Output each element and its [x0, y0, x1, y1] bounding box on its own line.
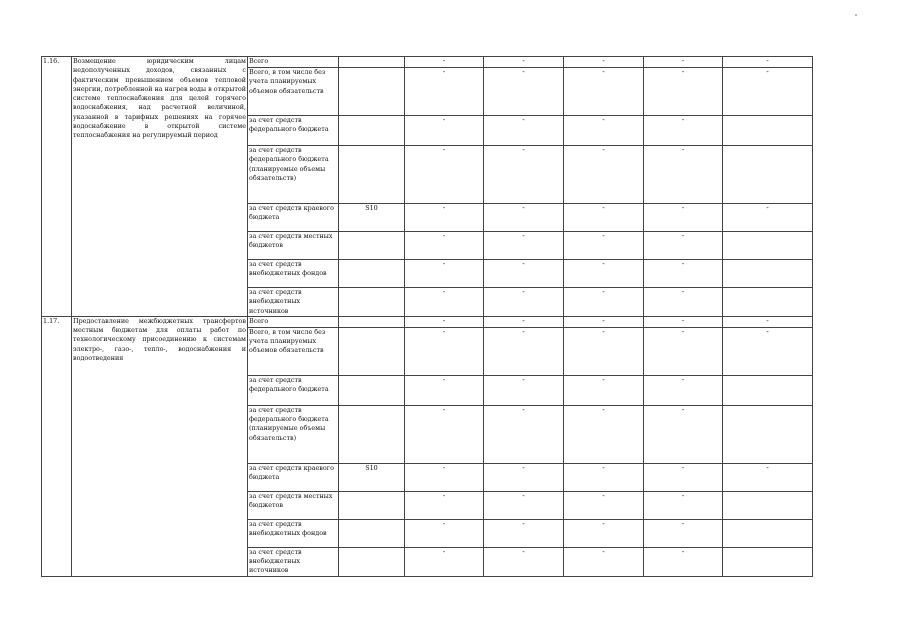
item-description: Возмещение юридическим лицам недополученных доходов, связанных с фактическим превышением объемов тепловой энергии, потребленной на нагрев воды в открытой системе теплоснабжения для целей горячего водоснабжения, над расчетной величиной, указанной в тарифных решениях на горячее водоснабжение в открытой системе теплоснабжения на регулируемый период — [72, 57, 248, 317]
budget-code: S10 — [339, 463, 405, 491]
value-cell — [405, 116, 484, 146]
value-text: - — [602, 260, 605, 268]
value-text: - — [442, 57, 446, 65]
table-body — [42, 57, 813, 577]
funding-source-label: за счет средств краевого бюджета — [248, 463, 339, 491]
budget-code — [339, 316, 405, 327]
value-text: - — [442, 375, 446, 384]
value-text: - — [442, 327, 446, 336]
value-cell — [564, 463, 644, 491]
item-number: 1.17. — [42, 316, 72, 576]
item-number: 1.16. — [42, 57, 72, 317]
value-text: - — [681, 547, 685, 556]
value-text: - — [602, 463, 605, 472]
value-cell — [723, 204, 813, 232]
value-cell — [405, 375, 484, 405]
item-description: Предоставление межбюджетных трансфертов местным бюджетам для оплаты работ по технологическому присоединению к системам электро-, газо-, тепло-, водоснабжения и водоотведения — [72, 316, 248, 576]
value-cell — [405, 405, 484, 463]
value-cell — [405, 491, 484, 519]
value-text: - — [602, 327, 605, 336]
value-cell — [723, 547, 813, 576]
value-text: - — [681, 116, 685, 124]
scan-speck — [855, 14, 857, 16]
value-cell — [723, 232, 813, 260]
value-cell — [644, 288, 723, 317]
budget-code — [339, 57, 405, 68]
value-text: - — [522, 547, 525, 556]
funding-source-label: за счет средств внебюджетных источников — [248, 288, 339, 317]
funding-source-label: Всего — [248, 57, 339, 68]
value-text: - — [766, 463, 769, 472]
value-text: - — [766, 327, 769, 336]
value-text: - — [602, 375, 605, 384]
value-cell — [405, 519, 484, 547]
funding-source-label: за счет средств местных бюджетов — [248, 491, 339, 519]
value-cell — [564, 375, 644, 405]
value-cell — [644, 116, 723, 146]
value-cell — [405, 232, 484, 260]
value-cell — [723, 327, 813, 375]
value-cell — [644, 260, 723, 288]
value-cell — [405, 288, 484, 317]
value-cell — [644, 405, 723, 463]
value-text: - — [442, 288, 446, 296]
value-cell — [484, 375, 564, 405]
value-text: - — [681, 327, 685, 336]
value-text: - — [681, 204, 685, 212]
budget-code — [339, 260, 405, 288]
value-text: - — [522, 57, 525, 65]
value-cell — [564, 232, 644, 260]
budget-code — [339, 491, 405, 519]
funding-source-label: за счет средств внебюджетных источников — [248, 547, 339, 576]
table-row — [42, 316, 813, 327]
value-cell — [723, 57, 813, 68]
value-cell — [564, 260, 644, 288]
value-text: - — [602, 519, 605, 528]
value-text: - — [681, 491, 685, 500]
value-cell — [564, 57, 644, 68]
value-cell — [484, 519, 564, 547]
value-cell — [484, 232, 564, 260]
value-text: - — [522, 68, 525, 76]
funding-source-label: за счет средств местных бюджетов — [248, 232, 339, 260]
value-cell — [484, 68, 564, 116]
value-text: - — [522, 327, 525, 336]
value-text: - — [442, 463, 446, 472]
value-cell — [723, 288, 813, 317]
value-cell — [723, 316, 813, 327]
value-text: - — [522, 260, 525, 268]
budget-table — [41, 56, 813, 577]
value-cell — [405, 260, 484, 288]
value-cell — [484, 288, 564, 317]
value-text: - — [766, 204, 769, 212]
value-cell — [484, 204, 564, 232]
value-text: - — [442, 519, 446, 528]
value-text: - — [442, 316, 446, 325]
value-cell — [644, 232, 723, 260]
value-cell — [484, 57, 564, 68]
value-text: - — [602, 116, 605, 124]
value-text: - — [522, 491, 525, 500]
budget-code — [339, 68, 405, 116]
value-text: - — [442, 116, 446, 124]
funding-source-label: Всего, в том числе без учета планируемых объемов обязательств — [248, 68, 339, 116]
value-text: - — [681, 57, 685, 65]
value-text: - — [681, 68, 685, 76]
value-text: - — [602, 547, 605, 556]
value-text: - — [681, 288, 685, 296]
value-cell — [405, 463, 484, 491]
value-cell — [644, 463, 723, 491]
value-text: - — [602, 405, 605, 414]
budget-code — [339, 405, 405, 463]
value-cell — [564, 146, 644, 204]
value-text: - — [442, 68, 446, 76]
value-text: - — [442, 405, 446, 414]
value-cell — [564, 405, 644, 463]
value-text: - — [442, 260, 446, 268]
value-text: - — [602, 204, 605, 212]
value-cell — [644, 327, 723, 375]
budget-code — [339, 375, 405, 405]
value-cell — [564, 316, 644, 327]
funding-source-label: за счет средств внебюджетных фондов — [248, 260, 339, 288]
value-cell — [484, 146, 564, 204]
value-text: - — [522, 463, 525, 472]
value-cell — [644, 316, 723, 327]
value-text: - — [681, 146, 685, 154]
funding-source-label: за счет средств федерального бюджета — [248, 375, 339, 405]
value-text: - — [522, 316, 525, 325]
funding-source-label: за счет средств внебюджетных фондов — [248, 519, 339, 547]
value-cell — [723, 463, 813, 491]
value-text: - — [766, 68, 769, 76]
value-text: - — [602, 232, 605, 240]
value-cell — [644, 68, 723, 116]
value-cell — [723, 491, 813, 519]
value-text: - — [681, 260, 685, 268]
value-text: - — [442, 232, 446, 240]
funding-source-label: за счет средств федерального бюджета (планируемые объемы обязательств) — [248, 405, 339, 463]
value-text: - — [522, 232, 525, 240]
budget-code — [339, 232, 405, 260]
value-cell — [564, 327, 644, 375]
value-cell — [405, 547, 484, 576]
value-text: - — [602, 491, 605, 500]
value-cell — [644, 375, 723, 405]
value-cell — [405, 57, 484, 68]
value-cell — [723, 146, 813, 204]
value-cell — [484, 547, 564, 576]
value-cell — [405, 68, 484, 116]
budget-code — [339, 519, 405, 547]
budget-code — [339, 146, 405, 204]
value-cell — [644, 547, 723, 576]
value-text: - — [442, 204, 446, 212]
budget-code: S10 — [339, 204, 405, 232]
value-text: - — [442, 547, 446, 556]
value-cell — [405, 146, 484, 204]
value-cell — [564, 68, 644, 116]
value-cell — [484, 463, 564, 491]
value-cell — [405, 327, 484, 375]
value-text: - — [602, 57, 605, 65]
value-text: - — [602, 288, 605, 296]
value-cell — [405, 204, 484, 232]
value-text: - — [522, 375, 525, 384]
budget-code — [339, 288, 405, 317]
value-cell — [723, 68, 813, 116]
value-cell — [484, 405, 564, 463]
value-text: - — [681, 232, 685, 240]
table-row — [42, 57, 813, 68]
value-text: - — [766, 57, 769, 65]
value-text: - — [681, 405, 685, 414]
value-text: - — [522, 146, 525, 154]
value-cell — [723, 405, 813, 463]
value-cell — [484, 316, 564, 327]
value-text: - — [442, 146, 446, 154]
value-cell — [564, 547, 644, 576]
value-text: - — [602, 68, 605, 76]
funding-source-label: Всего, в том числе без учета планируемых объемов обязательств — [248, 327, 339, 375]
value-cell — [405, 316, 484, 327]
value-cell — [484, 491, 564, 519]
budget-code — [339, 116, 405, 146]
value-cell — [644, 204, 723, 232]
value-text: - — [442, 491, 446, 500]
value-text: - — [681, 463, 685, 472]
value-text: - — [602, 146, 605, 154]
funding-source-label: за счет средств федерального бюджета — [248, 116, 339, 146]
value-text: - — [766, 316, 769, 325]
value-cell — [564, 491, 644, 519]
value-text: - — [522, 519, 525, 528]
budget-code — [339, 327, 405, 375]
value-text: - — [681, 375, 685, 384]
value-cell — [723, 375, 813, 405]
value-text: - — [522, 204, 525, 212]
value-text: - — [681, 519, 685, 528]
value-cell — [644, 146, 723, 204]
value-cell — [644, 519, 723, 547]
value-cell — [484, 116, 564, 146]
value-cell — [564, 288, 644, 317]
budget-code — [339, 547, 405, 576]
value-cell — [723, 116, 813, 146]
value-cell — [723, 260, 813, 288]
value-text: - — [522, 288, 525, 296]
value-cell — [564, 204, 644, 232]
value-cell — [484, 260, 564, 288]
value-text: - — [522, 405, 525, 414]
value-text: - — [602, 316, 605, 325]
funding-source-label: за счет средств краевого бюджета — [248, 204, 339, 232]
value-cell — [564, 116, 644, 146]
value-cell — [564, 519, 644, 547]
value-cell — [723, 519, 813, 547]
value-text: - — [681, 316, 685, 325]
funding-source-label: за счет средств федерального бюджета (планируемые объемы обязательств) — [248, 146, 339, 204]
value-cell — [484, 327, 564, 375]
funding-source-label: Всего — [248, 316, 339, 327]
value-cell — [644, 57, 723, 68]
value-text: - — [522, 116, 525, 124]
value-cell — [644, 491, 723, 519]
